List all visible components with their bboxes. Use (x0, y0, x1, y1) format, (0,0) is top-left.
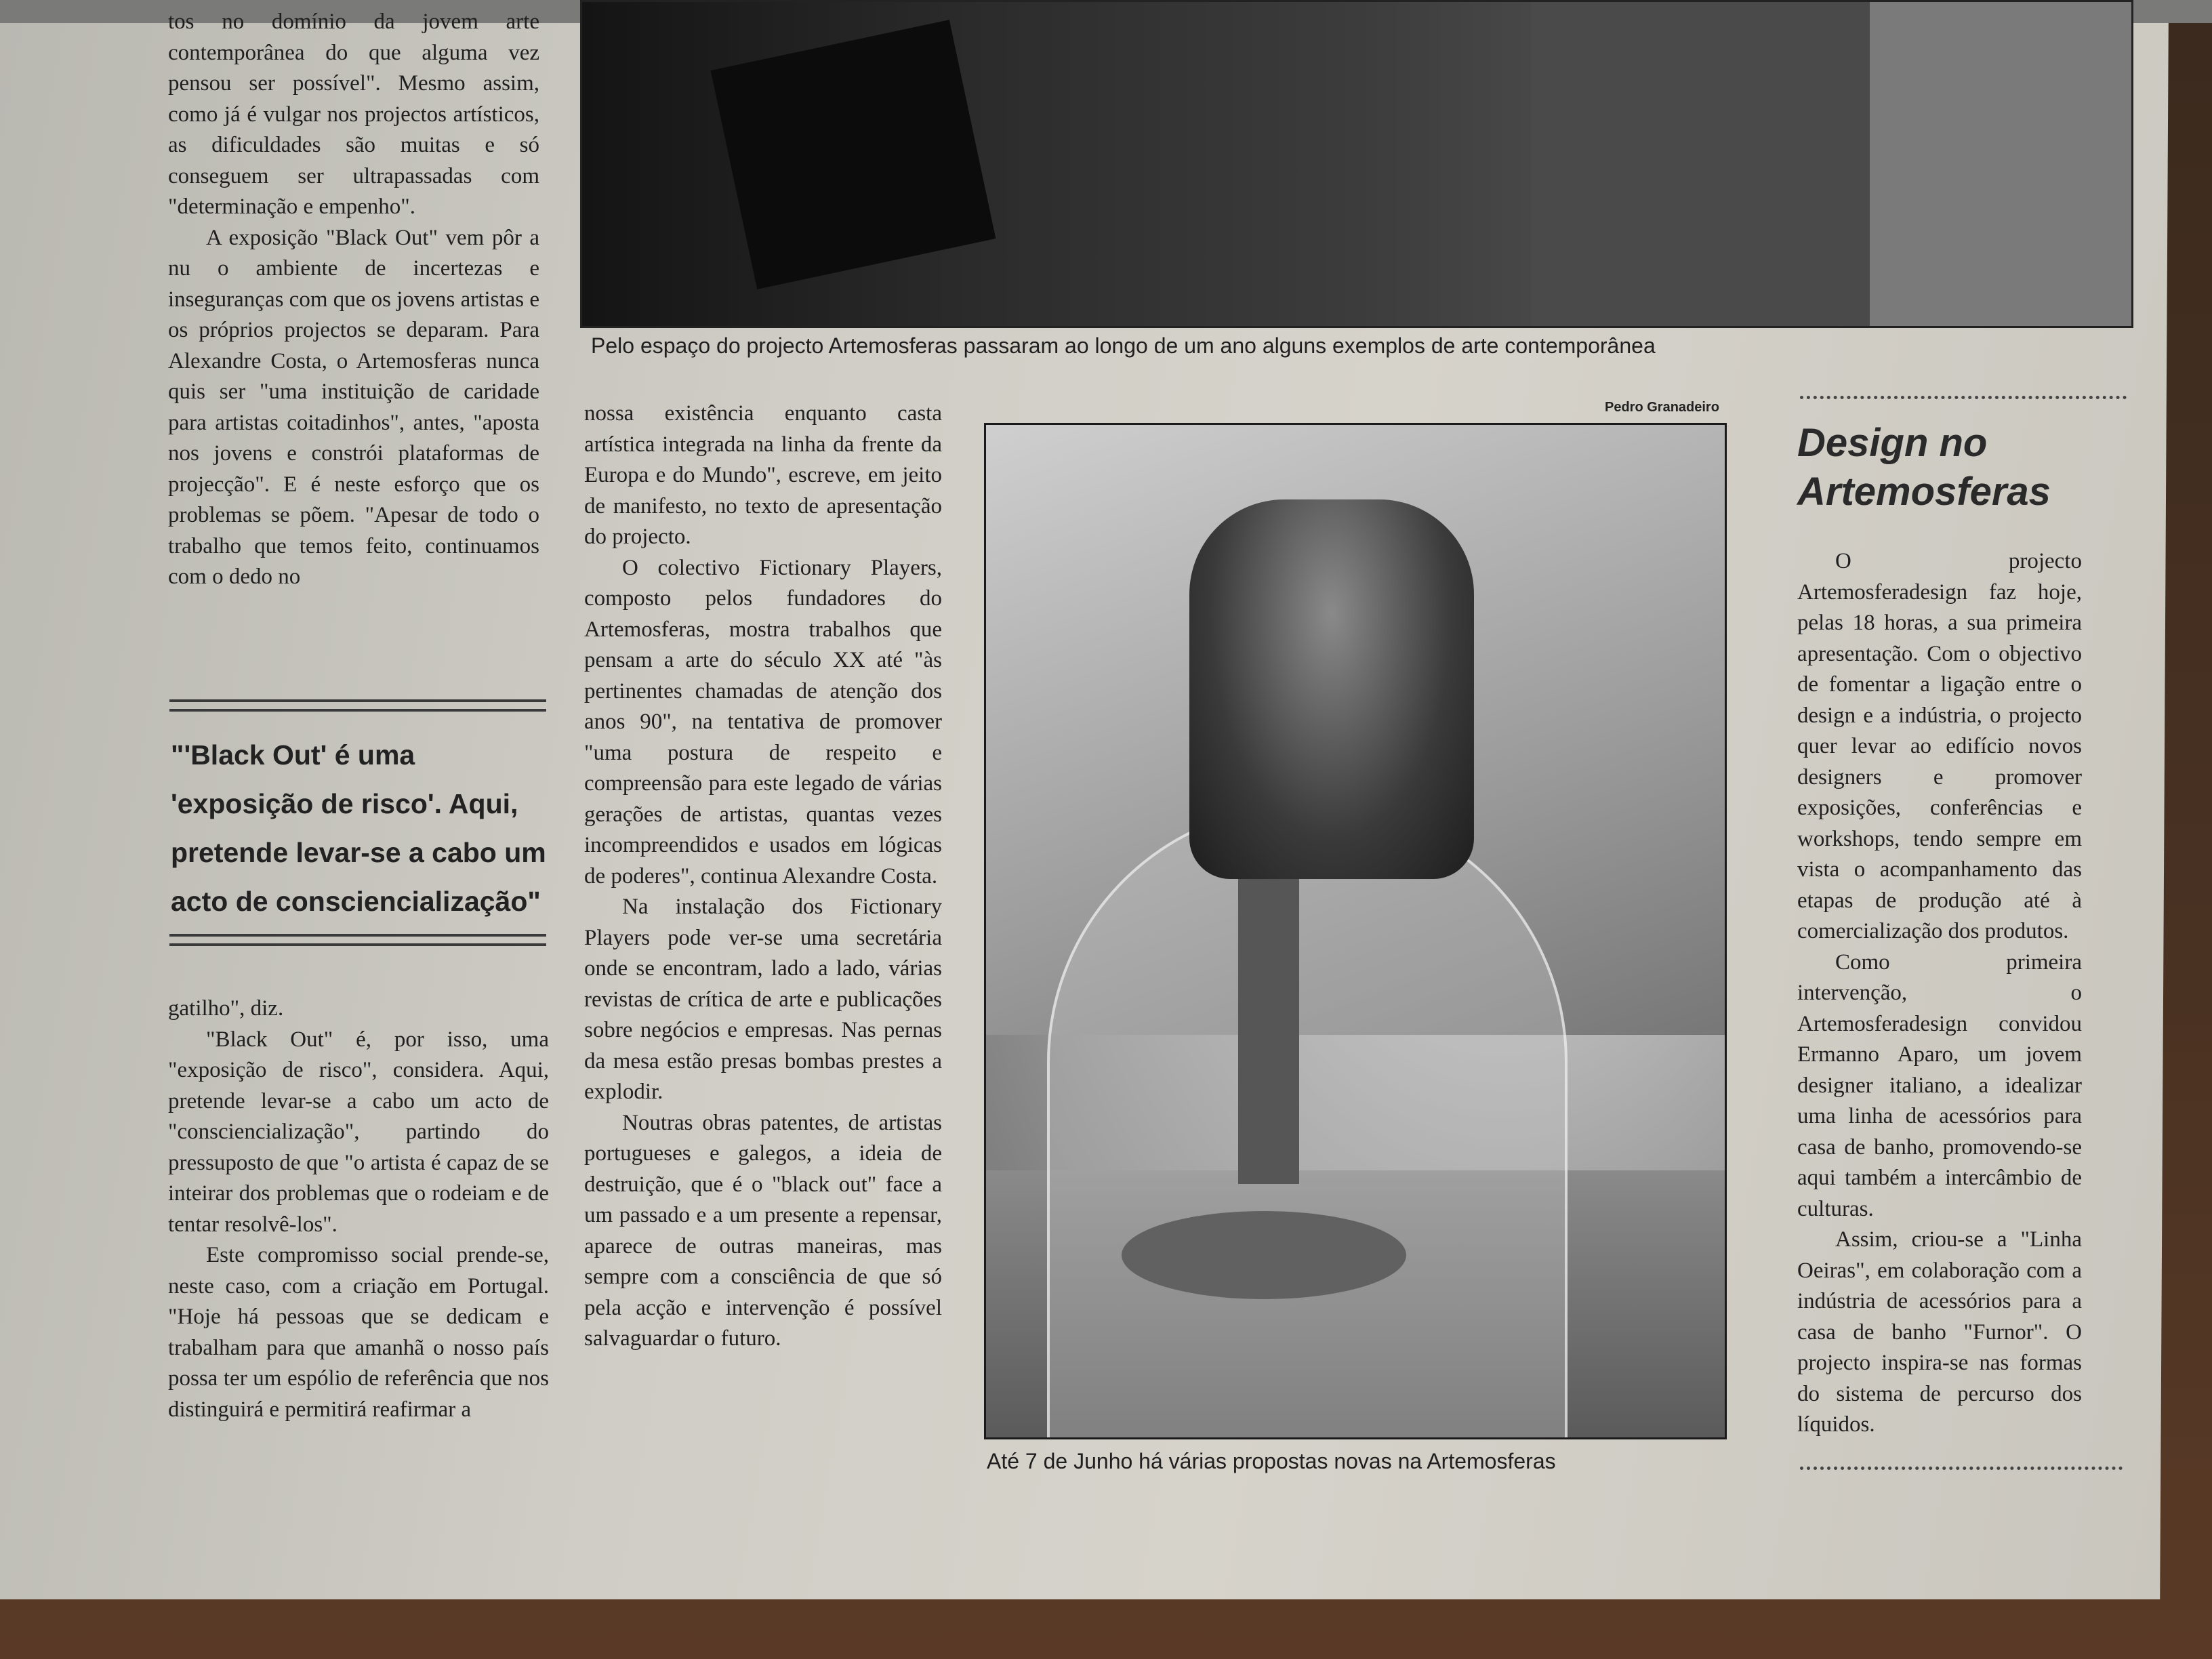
paragraph: Noutras obras patentes, de artistas portugueses e galegos, a ideia de destruição, que é o "black out" face a um passado e a um presente a repensar, aparece de outras maneiras, mas sempre com a consciência de que só pela acção e intervenção é possível salvaguardar o futuro. (584, 1110, 942, 1351)
sidebar-text (1797, 546, 2082, 1441)
paragraph: Na instalação dos Fictionary Players pode ver-se uma secretária onde se encontram, lado a lado, várias revistas de crítica de arte e publicações sobre negócios e empresas. Nas pernas da mesa estão presas bombas prestes a explodir. (584, 895, 942, 1104)
paragraph: "Black Out" é, por isso, uma "exposição de risco", considera. Aqui, pretende levar-se a cabo um acto de "consciencialização", partindo do pressuposto de que "o artista é capaz de se inteirar dos problemas que o rodeiam e de tentar resolvê-los". (168, 1027, 549, 1237)
top-photo-mid-shape (1531, 2, 1870, 326)
paragraph: nossa existência enquanto casta artística integrada na linha da frente da Europa e do Mundo", escreve, em jeito de manifesto, no texto de apresentação do projecto. (584, 401, 942, 549)
paragraph: tos no domínio da jovem arte contemporânea do que alguma vez pensou ser possível". Mesmo assim, como já é vulgar nos projectos artísticos, as dificuldades são muitas e só conseguem ser ultrapassadas com "determinação e empenho". (168, 9, 539, 219)
paragraph: gatilho", diz. (168, 996, 284, 1021)
sidebar-title: Design no Artemosferas (1797, 421, 2051, 514)
doll-figure (1189, 499, 1474, 879)
pull-quote: "'Black Out' é uma 'exposição de risco'. Aqui, pretende levar-se a cabo um acto de consciencialização" (171, 739, 546, 917)
paragraph: Este compromisso social prende-se, neste caso, com a criação em Portugal. "Hoje há pessoas que se dedicam e trabalham para que amanhã o nosso país possa ter um espólio de referência que nos distinguirá e permitirá reafirmar a (168, 1243, 549, 1422)
column-1-top (168, 7, 539, 593)
top-photo-caption: Pelo espaço do projecto Artemosferas passaram ao longo de um ano alguns exemplos de arte contemporânea (591, 333, 1656, 358)
top-photo (580, 0, 2133, 328)
quote-rule-bottom (169, 934, 546, 946)
main-photo (984, 423, 1727, 1439)
top-photo-dark-shape (711, 20, 996, 289)
photo-credit: Pedro Granadeiro (1605, 400, 1719, 415)
sidebar-rule-bottom (1800, 1467, 2123, 1470)
glass-dome (1047, 804, 1568, 1439)
paragraph: A exposição "Black Out" vem pôr a nu o ambiente de incertezas e inseguranças com que os jovens artistas e os próprios projectos se deparam. Para Alexandre Costa, o Artemosferas nunca quis ser "uma instituição de caridade para artistas coitadinhos", antes, "aposta nos jovens e constrói plataformas de projecção". E é neste esforço que os problemas se põem. "Apesar de todo o trabalho que temos feito, continuamos com o dedo no (168, 225, 540, 589)
paragraph: O projecto Artemosferadesign faz hoje, pelas 18 horas, a sua primeira apresentação. Com o objectivo de fomentar a ligação entre o design e a indústria, o projecto quer levar ao edifício novos designers e promover exposições, conferências e workshops, tendo sempre em vista o acompanhamento das etapas de produção até à comercialização dos produtos. (1797, 549, 2082, 943)
main-photo-caption: Até 7 de Junho há várias propostas novas na Artemosferas (987, 1449, 1556, 1473)
paragraph: Assim, criou-se a "Linha Oeiras", em colaboração com a indústria de acessórios para a casa de banho "Furnor". O projecto inspira-se nas formas do sistema de percurso dos líquidos. (1797, 1227, 2082, 1437)
sidebar-rule-top (1800, 396, 2127, 399)
paragraph: Como primeira intervenção, o Artemosferadesign convidou Ermanno Aparo, um jovem designer italiano, a idealizar uma linha de acessórios para casa de banho, promovendo-se aqui também a intercâmbio de culturas. (1797, 949, 2082, 1221)
paragraph: O colectivo Fictionary Players, composto pelos fundadores do Artemosferas, mostra trabalhos que pensam a arte do século XX até "às pertinentes chamadas de atenção dos anos 90", na tentativa de promover "uma postura de respeito e compreensão para este legado de várias gerações de artistas, quantas vezes incompreendidos e usados em lógicas de poderes", continua Alexandre Costa. (584, 555, 942, 888)
column-2 (584, 398, 942, 1355)
top-photo-light-shape (1870, 2, 2131, 326)
column-1-bottom (168, 994, 549, 1425)
quote-rule-top (169, 699, 546, 712)
